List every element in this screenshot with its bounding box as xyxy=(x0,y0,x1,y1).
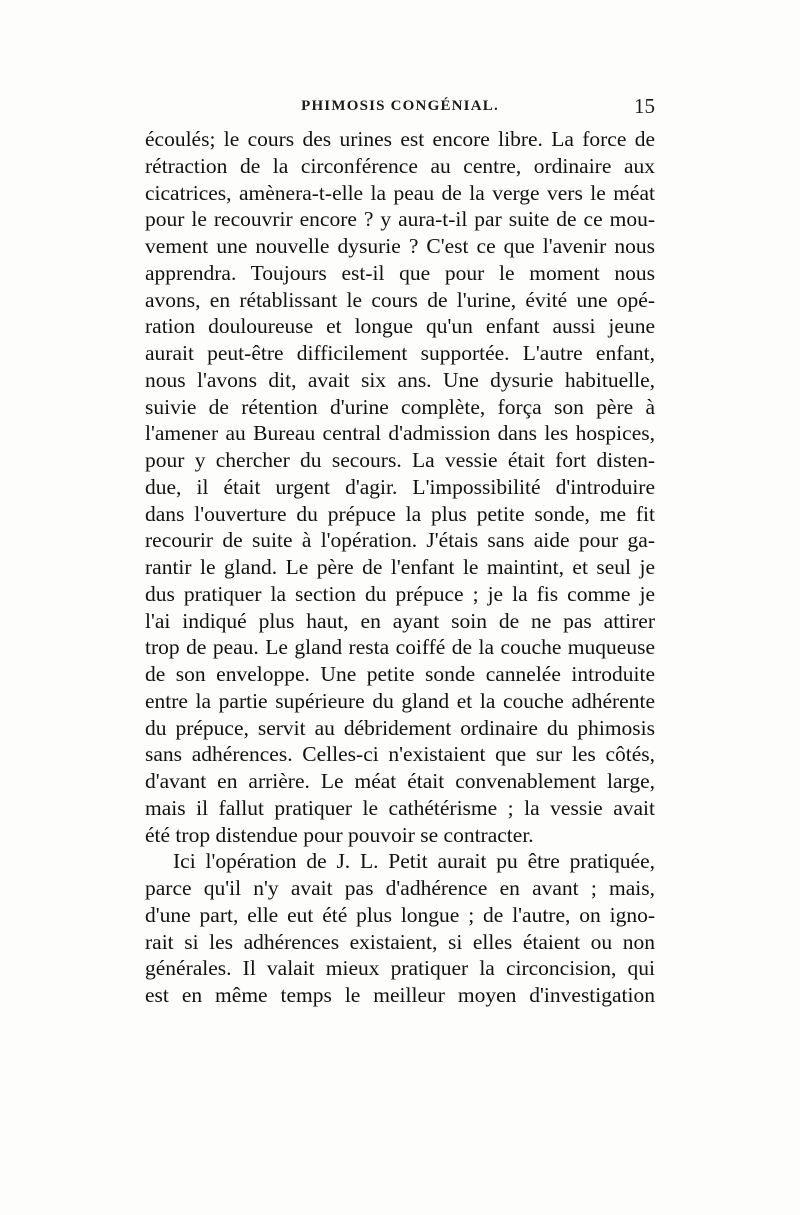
text-line: rétraction de la circonférence au centre, ordinaire aux xyxy=(145,153,655,178)
text-line: dus pratiquer la section du prépuce ; je la fis comme je xyxy=(145,581,655,606)
text-line: nous l'avons dit, avait six ans. Une dysurie habituelle, xyxy=(145,367,655,392)
text-line: apprendra. Toujours est-il que pour le moment nous xyxy=(145,260,655,285)
text-line: d'avant en arrière. Le méat était convenablement large, xyxy=(145,769,655,793)
text-line: pour y chercher du secours. La vessie était fort disten- xyxy=(145,448,655,472)
body-text xyxy=(145,126,655,1009)
text-line: suivie de rétention d'urine complète, força son père à xyxy=(145,394,655,419)
text-line: cicatrices, amènera-t-elle la peau de la verge vers le méat xyxy=(145,180,655,205)
text-line: vement une nouvelle dysurie ? C'est ce que l'avenir nous xyxy=(145,234,655,258)
text-line: du prépuce, servit au débridement ordinaire du phimosis xyxy=(145,715,655,740)
running-head xyxy=(145,94,655,126)
text-line: de son enveloppe. Une petite sonde cannelée introduite xyxy=(145,662,655,686)
text-line: sans adhérences. Celles-ci n'existaient que sur les côtés, xyxy=(145,742,655,767)
text-line: aurait peut-être difficilement supportée. L'autre enfant, xyxy=(145,341,655,365)
text-line: est en même temps le meilleur moyen d'investigation xyxy=(145,983,655,1007)
text-line: parce qu'il n'y avait pas d'adhérence en avant ; mais, xyxy=(145,876,655,900)
text-line: été trop distendue pour pouvoir se contracter. xyxy=(145,822,534,847)
text-line: avons, en rétablissant le cours de l'urine, évité une opé- xyxy=(145,287,655,312)
text-line: recourir de suite à l'opération. J'étais sans aide pour ga- xyxy=(145,528,655,553)
text-line: rantir le gland. Le père de l'enfant le maintint, et seul je xyxy=(145,555,655,579)
text-line: trop de peau. Le gland resta coiffé de la couche muqueuse xyxy=(145,635,655,660)
page-number: 15 xyxy=(634,94,655,118)
text-line: d'une part, elle eut été plus longue ; de l'autre, on igno- xyxy=(145,902,655,927)
text-line: l'amener au Bureau central d'admission dans les hospices, xyxy=(145,421,655,446)
text-line: ration douloureuse et longue qu'un enfant aussi jeune xyxy=(145,314,655,339)
text-line: mais il fallut pratiquer le cathétérisme ; la vessie avait xyxy=(145,795,655,820)
text-line: entre la partie supérieure du gland et la couche adhérente xyxy=(145,688,655,713)
running-title: PHIMOSIS CONGÉNIAL. xyxy=(301,98,499,114)
text-line: Ici l'opération de J. L. Petit aurait pu être pratiquée, xyxy=(173,849,655,874)
text-line: dans l'ouverture du prépuce la plus petite sonde, me fit xyxy=(145,501,655,526)
text-line: pour le recouvrir encore ? y aura-t-il par suite de ce mou- xyxy=(145,207,655,232)
text-line: écoulés; le cours des urines est encore libre. La force de xyxy=(145,127,655,151)
text-line: générales. Il valait mieux pratiquer la circoncision, qui xyxy=(145,956,655,981)
text-line: rait si les adhérences existaient, si elles étaient ou non xyxy=(145,929,655,954)
text-line: l'ai indiqué plus haut, en ayant soin de ne pas attirer xyxy=(145,608,655,633)
text-line: due, il était urgent d'agir. L'impossibilité d'introduire xyxy=(145,474,655,499)
